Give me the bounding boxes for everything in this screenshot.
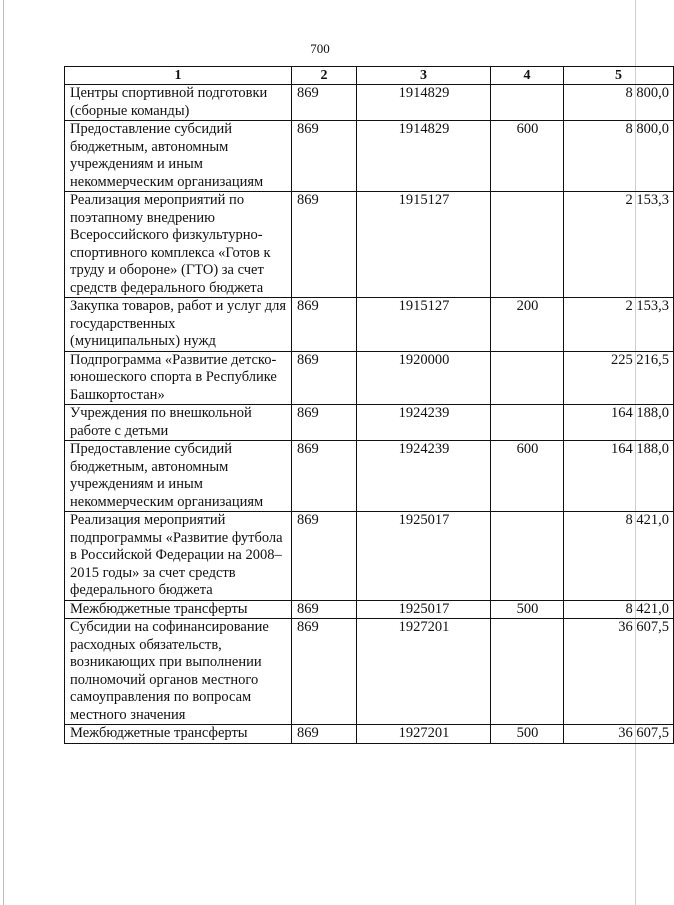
table-row (65, 441, 674, 512)
row-target-code: 1915127 (357, 298, 491, 352)
row-name: Закупка товаров, работ и услуг для государственных (муниципальных) нужд (65, 298, 292, 352)
row-name: Центры спортивной подготовки (сборные команды) (65, 85, 292, 121)
row-amount: 36 607,5 (564, 725, 674, 744)
row-expense-type (491, 351, 564, 405)
row-target-code: 1925017 (357, 600, 491, 619)
column-header-4: 4 (491, 67, 564, 85)
row-target-code: 1927201 (357, 725, 491, 744)
table-header-row (65, 67, 674, 85)
row-name: Учреждения по внешкольной работе с детьми (65, 405, 292, 441)
row-name: Межбюджетные трансферты (65, 600, 292, 619)
row-target-code: 1924239 (357, 441, 491, 512)
table-row (65, 192, 674, 298)
row-name: Реализация мероприятий по поэтапному внедрению Всероссийского физкультурно-спортивного комплекса «Готов к труду и обороне» (ГТО) за счет средств федерального бюджета (65, 192, 292, 298)
budget-table (64, 66, 674, 744)
row-name: Предоставление субсидий бюджетным, автономным учреждениям и иным некоммерческим организациям (65, 121, 292, 192)
table-row (65, 619, 674, 725)
column-header-3: 3 (357, 67, 491, 85)
row-amount: 225 216,5 (564, 351, 674, 405)
row-amount: 2 153,3 (564, 192, 674, 298)
row-name: Предоставление субсидий бюджетным, автономным учреждениям и иным некоммерческим организациям (65, 441, 292, 512)
row-ministry-code: 869 (292, 441, 357, 512)
row-target-code: 1914829 (357, 121, 491, 192)
row-target-code: 1927201 (357, 619, 491, 725)
row-ministry-code: 869 (292, 298, 357, 352)
table-row (65, 725, 674, 744)
row-expense-type (491, 512, 564, 601)
row-amount: 36 607,5 (564, 619, 674, 725)
table-row (65, 600, 674, 619)
table-row (65, 351, 674, 405)
row-amount: 8 421,0 (564, 600, 674, 619)
row-expense-type (491, 85, 564, 121)
row-expense-type: 500 (491, 600, 564, 619)
row-target-code: 1924239 (357, 405, 491, 441)
row-amount: 8 800,0 (564, 121, 674, 192)
row-ministry-code: 869 (292, 512, 357, 601)
row-ministry-code: 869 (292, 192, 357, 298)
row-target-code: 1920000 (357, 351, 491, 405)
row-expense-type (491, 192, 564, 298)
row-amount: 8 421,0 (564, 512, 674, 601)
column-header-5: 5 (564, 67, 674, 85)
row-ministry-code: 869 (292, 600, 357, 619)
column-header-2: 2 (292, 67, 357, 85)
row-ministry-code: 869 (292, 121, 357, 192)
row-amount: 2 153,3 (564, 298, 674, 352)
row-ministry-code: 869 (292, 619, 357, 725)
row-expense-type: 200 (491, 298, 564, 352)
row-name: Реализация мероприятий подпрограммы «Развитие футбола в Российской Федерации на 2008–2015 годы» за счет средств федерального бюджета (65, 512, 292, 601)
table-row (65, 512, 674, 601)
row-name: Субсидии на софинансирование расходных обязательств, возникающих при выполнении полномочий органов местного самоуправления по вопросам местного значения (65, 619, 292, 725)
row-name: Подпрограмма «Развитие детско-юношеского спорта в Республике Башкортостан» (65, 351, 292, 405)
row-target-code: 1915127 (357, 192, 491, 298)
row-ministry-code: 869 (292, 85, 357, 121)
row-expense-type (491, 405, 564, 441)
column-header-1: 1 (65, 67, 292, 85)
row-expense-type: 600 (491, 121, 564, 192)
page-number: 700 (310, 41, 330, 56)
row-expense-type: 600 (491, 441, 564, 512)
row-target-code: 1925017 (357, 512, 491, 601)
row-amount: 164 188,0 (564, 441, 674, 512)
row-amount: 164 188,0 (564, 405, 674, 441)
row-ministry-code: 869 (292, 351, 357, 405)
table-row (65, 121, 674, 192)
row-expense-type: 500 (491, 725, 564, 744)
row-name: Межбюджетные трансферты (65, 725, 292, 744)
row-target-code: 1914829 (357, 85, 491, 121)
table-row (65, 298, 674, 352)
row-amount: 8 800,0 (564, 85, 674, 121)
row-expense-type (491, 619, 564, 725)
table-row (65, 85, 674, 121)
row-ministry-code: 869 (292, 405, 357, 441)
table-row (65, 405, 674, 441)
row-ministry-code: 869 (292, 725, 357, 744)
page-edge-left (3, 0, 4, 905)
